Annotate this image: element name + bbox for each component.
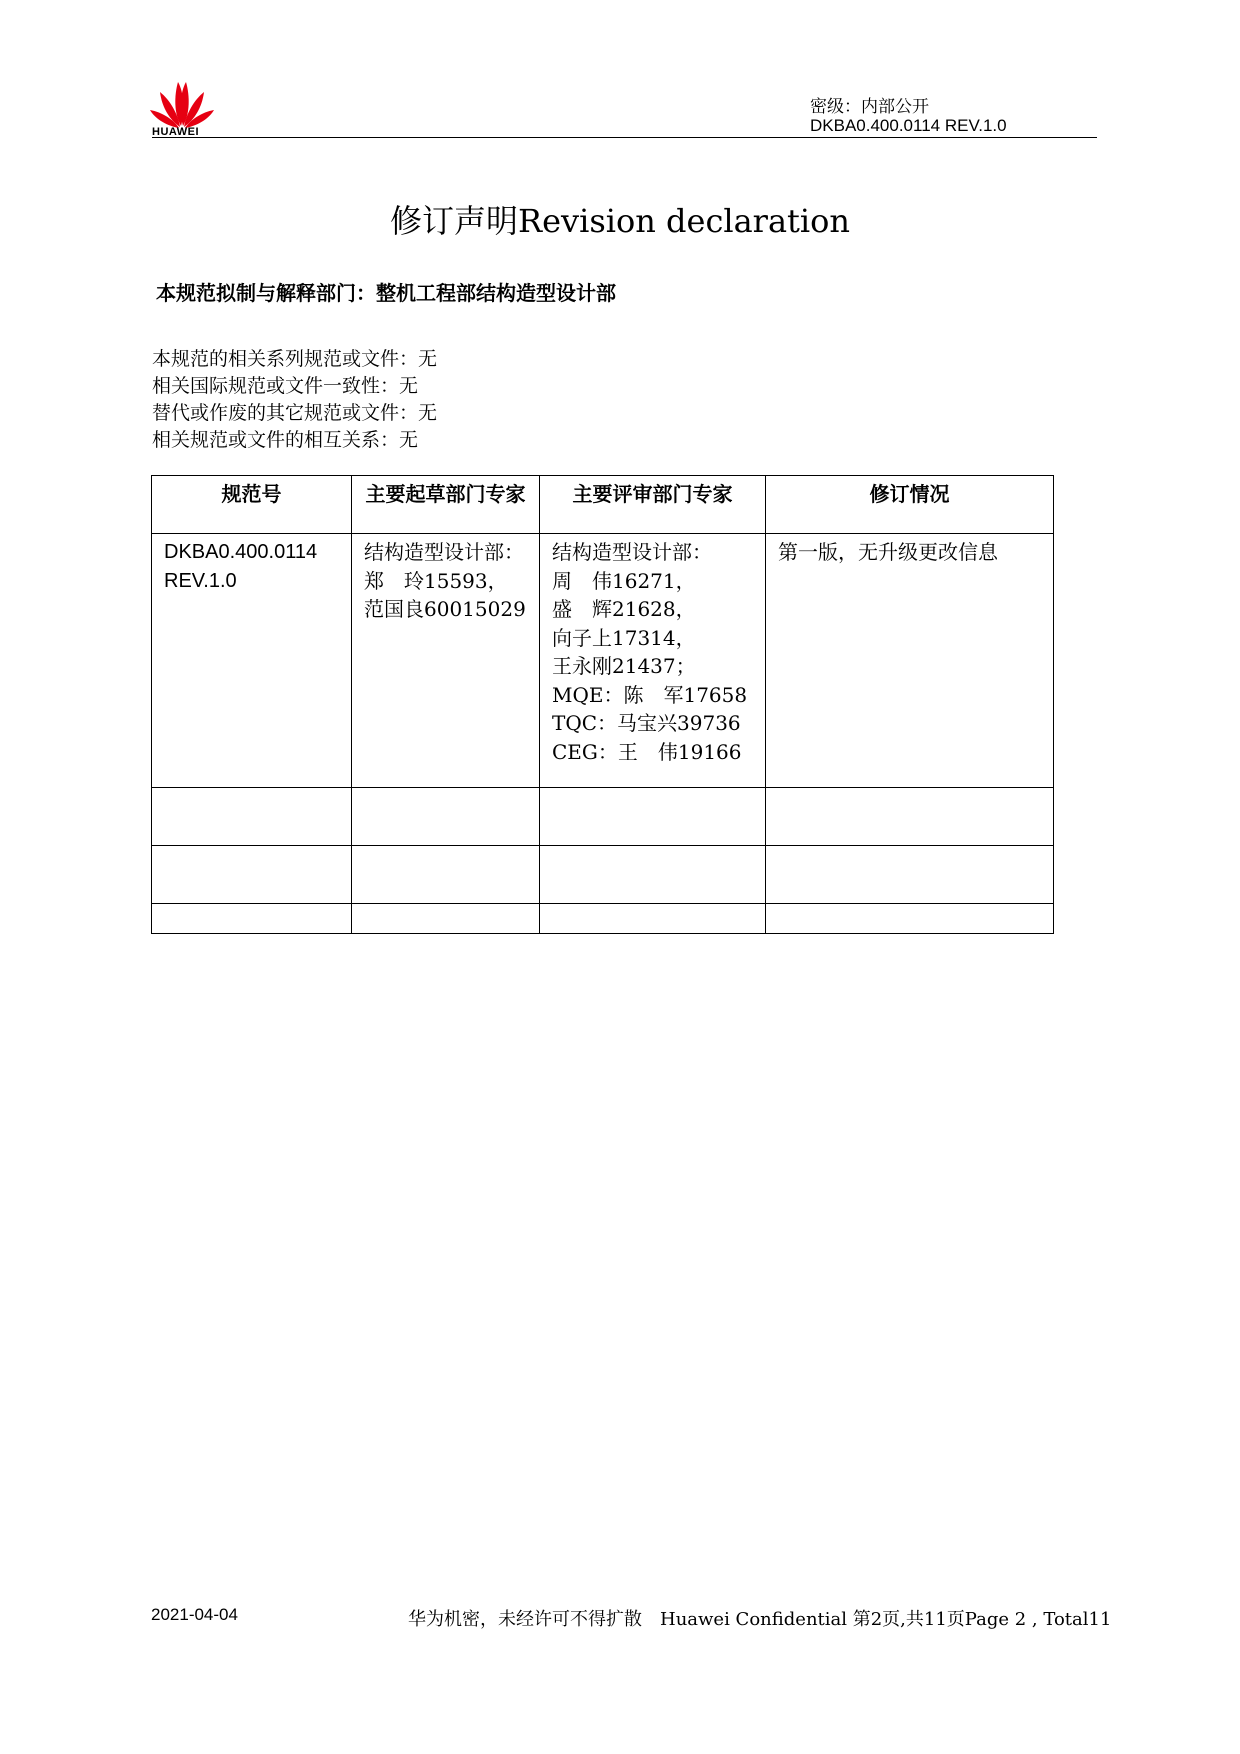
footer-date: 2021-04-04 [151, 1605, 238, 1624]
revision-table [151, 475, 1054, 934]
classification-label: 密级：内部公开 [810, 97, 929, 117]
page-title: 修订声明Revision declaration [389, 202, 851, 240]
empty-cell [152, 904, 352, 934]
cell-line: 第一版，无升级更改信息 [778, 540, 998, 564]
empty-cell [152, 846, 352, 904]
cell-line: CEG：王 伟19166 [552, 739, 742, 764]
empty-cell [352, 904, 540, 934]
empty-cell [352, 788, 540, 846]
column-header-drafters: 主要起草部门专家 [352, 476, 540, 534]
table-row [152, 534, 1054, 788]
drafters-cell [352, 534, 540, 788]
relation-line: 相关规范或文件的相互关系：无 [152, 429, 419, 451]
empty-cell [766, 846, 1054, 904]
cell-line: 周 伟16271， [552, 568, 696, 593]
cell-line: 结构造型设计部： [364, 540, 524, 564]
table-row [152, 846, 1054, 904]
empty-cell [540, 788, 766, 846]
cell-line: 结构造型设计部： [552, 540, 712, 564]
footer-confidential: 华为机密，未经许可不得扩散 Huawei Confidential 第2页,共11页Page 2 , Total11 [408, 1609, 1112, 1630]
cell-line: TQC：马宝兴39736 [552, 711, 741, 735]
empty-cell [540, 846, 766, 904]
cell-line: 向子上17314， [552, 625, 696, 650]
table-row [152, 788, 1054, 846]
header-divider [152, 137, 1097, 138]
reviewers-cell [540, 534, 766, 788]
empty-cell [766, 904, 1054, 934]
department-statement: 本规范拟制与解释部门：整机工程部结构造型设计部 [156, 281, 616, 305]
relation-line: 替代或作废的其它规范或文件：无 [152, 402, 438, 424]
empty-cell [352, 846, 540, 904]
logo-wordmark: HUAWEI [152, 126, 199, 138]
cell-line: MQE：陈 军17658 [552, 682, 748, 707]
cell-line: 王永刚21437； [552, 654, 696, 678]
table-header-row [152, 476, 1054, 534]
column-header-revision: 修订情况 [766, 476, 1054, 534]
cell-line: 郑 玲15593， [364, 568, 508, 593]
spec-number-cell [152, 534, 352, 788]
relation-line: 相关国际规范或文件一致性：无 [152, 375, 419, 397]
cell-line: 范国良60015029 [364, 597, 526, 621]
empty-cell [766, 788, 1054, 846]
empty-cell [540, 904, 766, 934]
column-header-spec: 规范号 [152, 476, 352, 534]
cell-line: 盛 辉21628， [552, 597, 696, 621]
relation-line: 本规范的相关系列规范或文件：无 [152, 348, 438, 370]
cell-line: REV.1.0 [164, 569, 237, 592]
cell-line: DKBA0.400.0114 [164, 541, 318, 563]
empty-cell [152, 788, 352, 846]
table-row [152, 904, 1054, 934]
document-number: DKBA0.400.0114 REV.1.0 [810, 116, 1007, 135]
revision-cell [766, 534, 1054, 788]
column-header-reviewers: 主要评审部门专家 [540, 476, 766, 534]
